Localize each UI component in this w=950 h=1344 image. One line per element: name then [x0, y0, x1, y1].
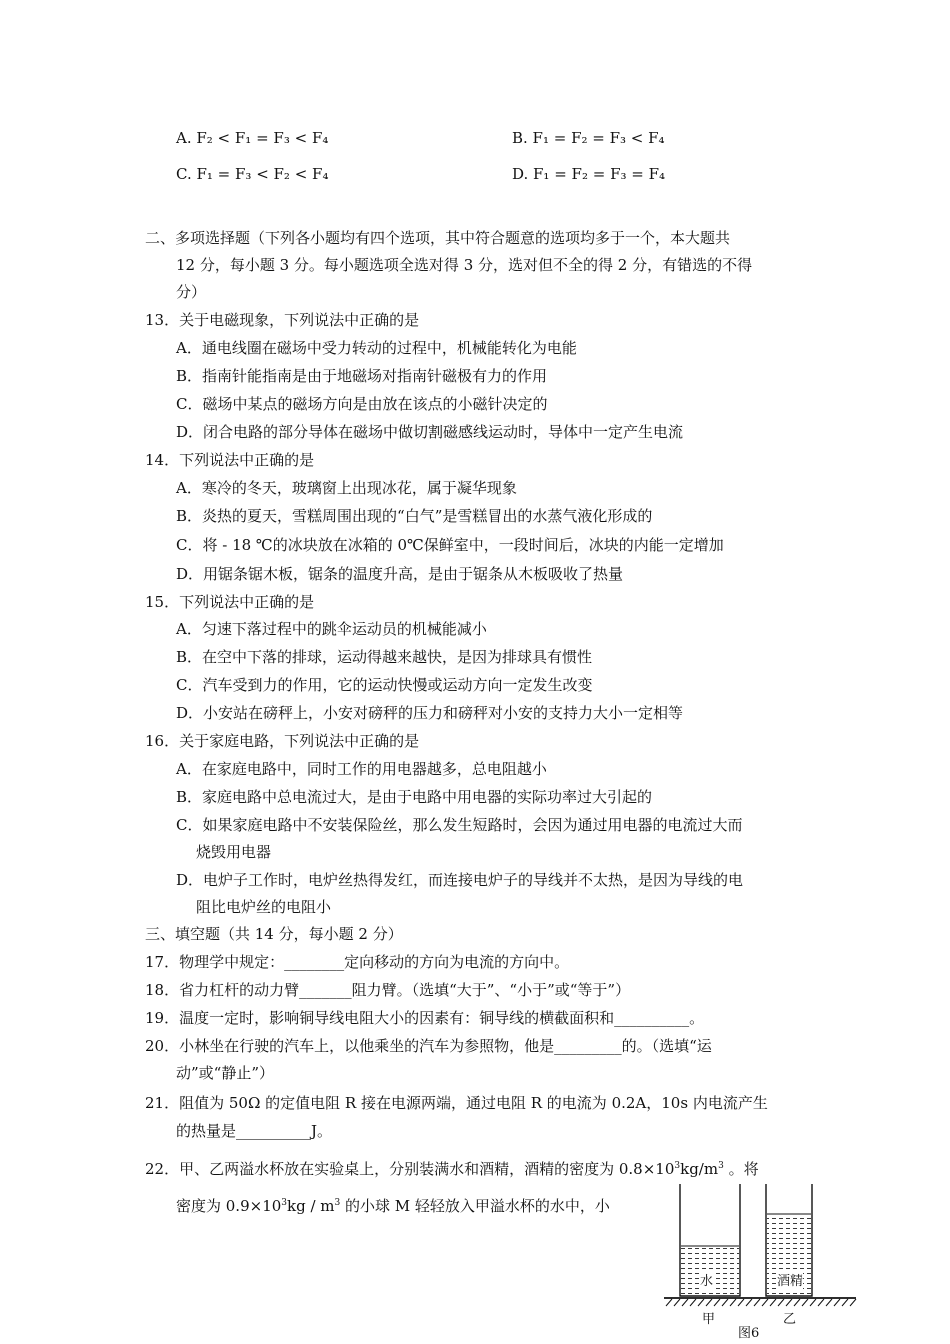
q20-line2: 动”或“静止”） — [176, 1064, 275, 1082]
section2-line2: 12 分，每小题 3 分。每小题选项全选对得 3 分，选对但不全的得 2 分，有错选的不得 — [176, 256, 753, 274]
q13-stem: 13．关于电磁现象，下列说法中正确的是 — [145, 311, 420, 329]
water-label: 水 — [700, 1272, 713, 1292]
q13-option-a: A．通电线圈在磁场中受力转动的过程中，机械能转化为电能 — [176, 339, 577, 357]
q16-option-b: B．家庭电路中总电流过大，是由于电路中用电器的实际功率过大引起的 — [176, 788, 653, 806]
q17: 17．物理学中规定：________定向移动的方向为电流的方向中。 — [145, 953, 570, 971]
table-hatch — [666, 1299, 856, 1306]
q14-stem: 14．下列说法中正确的是 — [145, 451, 315, 469]
cup-jia-label: 甲 — [702, 1312, 716, 1327]
section3-title: 三、填空题（共 14 分，每小题 2 分） — [145, 925, 403, 943]
section2-title: 二、多项选择题（下列各小题均有四个选项，其中符合题意的选项均多于一个，本大题共 — [145, 229, 731, 247]
cup-yi-label: 乙 — [783, 1312, 797, 1327]
q21-line1: 21．阻值为 50Ω 的定值电阻 R 接在电源两端，通过电阻 R 的电流为 0.2A，10s 内电流产生 — [145, 1094, 768, 1112]
q14-option-d: D．用锯条锯木板，锯条的温度升高，是由于锯条从木板吸收了热量 — [176, 565, 624, 583]
figure-6-diagram — [660, 1176, 860, 1344]
q15-option-b: B．在空中下落的排球，运动得越来越快，是因为排球具有惯性 — [176, 648, 593, 666]
figure-caption: 图6 — [738, 1326, 760, 1341]
q14-option-c: C．将 - 18 ℃的冰块放在冰箱的 0℃保鲜室中，一段时间后，冰块的内能一定增加 — [176, 536, 724, 554]
q16-stem: 16．关于家庭电路，下列说法中正确的是 — [145, 732, 420, 750]
q15-option-c: C．汽车受到力的作用，它的运动快慢或运动方向一定发生改变 — [176, 676, 593, 694]
q15-option-a: A．匀速下落过程中的跳伞运动员的机械能减小 — [176, 620, 487, 638]
q22-line1: 22．甲、乙两溢水杯放在实验桌上，分别装满水和酒精，酒精的密度为 $0.8\times 10^3kg/m^3$ 。将 — [145, 1160, 759, 1178]
alcohol-label: 酒精 — [777, 1272, 803, 1292]
q14-option-a: A．寒冷的冬天，玻璃窗上出现冰花，属于凝华现象 — [176, 479, 517, 497]
q19: 19．温度一定时，影响铜导线电阻大小的因素有：铜导线的横截面积和__________。 — [145, 1009, 705, 1027]
option-d-q12: D. F₁ = F₂ = F₃ = F₄ — [512, 165, 666, 183]
section2-line3: 分） — [176, 283, 207, 301]
q13-option-c: C．磁场中某点的磁场方向是由放在该点的小磁针决定的 — [176, 395, 548, 413]
q18: 18．省力杠杆的动力臂_______阻力臂。（选填“大于”、“小于”或“等于”） — [145, 981, 631, 999]
q15-stem: 15．下列说法中正确的是 — [145, 593, 315, 611]
option-a-q12: A. F₂ < F₁ = F₃ < F₄ — [176, 129, 329, 147]
q15-option-d: D．小安站在磅秤上，小安对磅秤的压力和磅秤对小安的支持力大小一定相等 — [176, 704, 684, 722]
q22-line2: 密度为 $0.9\times 10^3kg / m^3$ 的小球 M 轻轻放入甲溢水杯的水中，小 — [176, 1197, 610, 1215]
q16-option-c-line1: C．如果家庭电路中不安装保险丝，那么发生短路时，会因为通过用电器的电流过大而 — [176, 816, 743, 834]
q21-line2: 的热量是__________J。 — [176, 1122, 333, 1140]
q13-option-d: D．闭合电路的部分导体在磁场中做切割磁感线运动时，导体中一定产生电流 — [176, 423, 684, 441]
q14-option-b: B．炎热的夏天，雪糕周围出现的“白气”是雪糕冒出的水蒸气液化形成的 — [176, 507, 653, 525]
option-c-q12: C. F₁ = F₃ < F₂ < F₄ — [176, 165, 329, 183]
q13-option-b: B．指南针能指南是由于地磁场对指南针磁极有力的作用 — [176, 367, 548, 385]
q16-option-d-line1: D．电炉子工作时，电炉丝热得发红，而连接电炉子的导线并不太热，是因为导线的电 — [176, 871, 744, 889]
option-b-q12: B. F₁ = F₂ = F₃ < F₄ — [512, 129, 665, 147]
q16-option-d-line2: 阻比电炉丝的电阻小 — [196, 898, 332, 916]
q20-line1: 20．小林坐在行驶的汽车上，以他乘坐的汽车为参照物，他是_________的。（选填“运 — [145, 1037, 712, 1055]
q16-option-a: A．在家庭电路中，同时工作的用电器越多，总电阻越小 — [176, 760, 547, 778]
q16-option-c-line2: 烧毁用电器 — [196, 843, 272, 861]
